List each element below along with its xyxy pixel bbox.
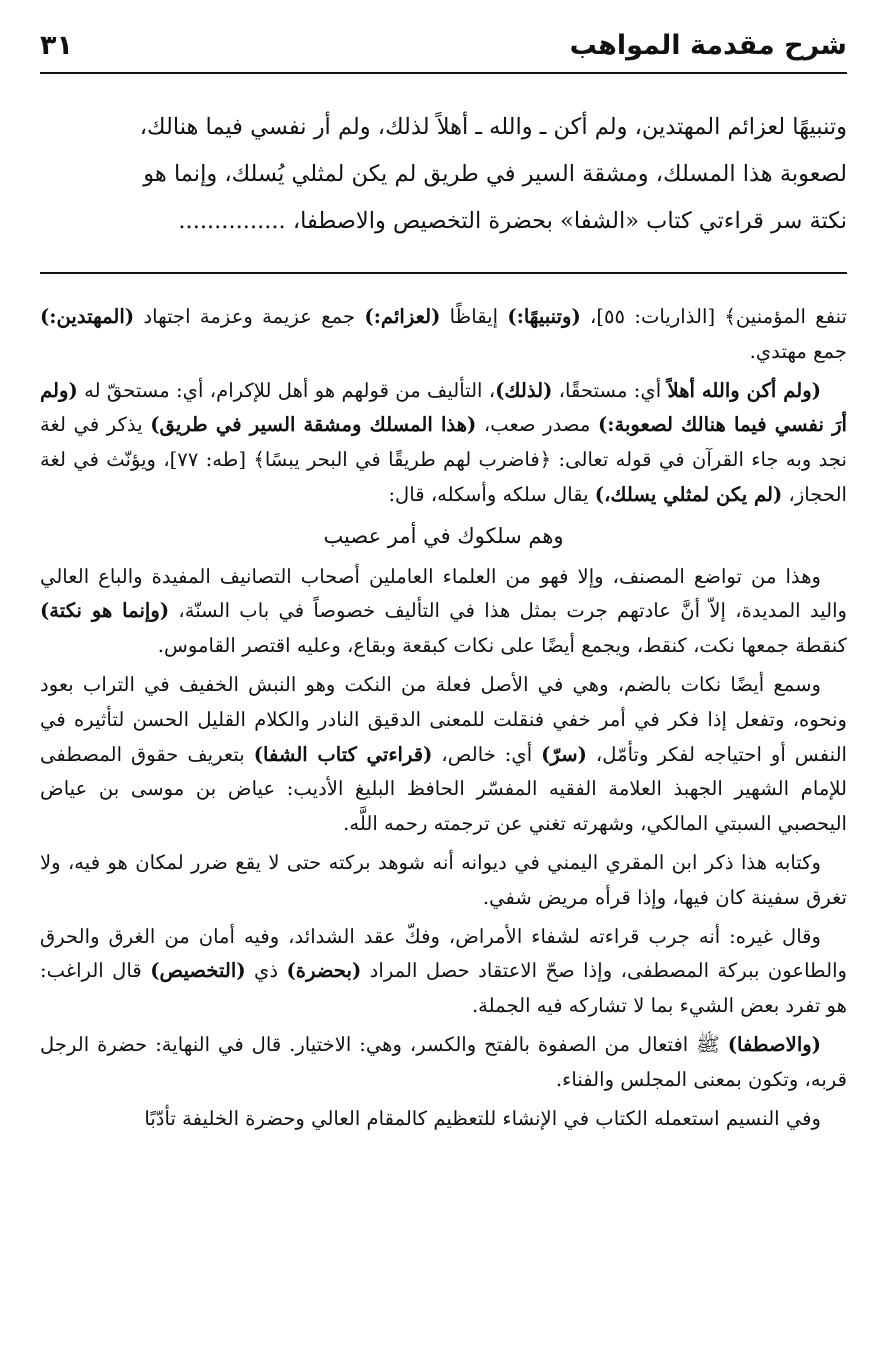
main-text-line: نكتة سر قراءتي كتاب «الشفا» بحضرة التخصيص والاصطفا، ............... — [178, 208, 847, 234]
text-run: بتعريف حقوق المصطفى للإمام الشهير الجهبذ العلامة الفقيه المفسّر الحافظ البليغ الأديب: عياض بن موسى بن عياض اليحصبي السبتي المالكي، وشهرته تغني عن ترجمته رحمه اللَّه. — [40, 742, 847, 836]
text-run: وفي النسيم استعمله الكتاب في الإنشاء للتعظيم كالمقام العالي وحضرة الخليفة تأدّبًا — [144, 1106, 821, 1130]
text-run: جمع مهتدي. — [749, 339, 847, 363]
quoted-term: (وتنبيهًا:) — [507, 305, 581, 328]
text-run: ، التأليف من قولهم هو أهل للإكرام، أي: مستحقّ له — [77, 378, 496, 402]
text-run: مصدر صعب، — [476, 413, 598, 437]
commentary-paragraph — [40, 1102, 847, 1137]
text-run: ﷺ افتعال من الصفوة بالفتح والكسر، وهي: الاختيار. قال في النهاية: حضرة الرجل قربه، وتكون بمعنى المجلس والفناء. — [40, 1032, 847, 1091]
text-run: ذي — [245, 959, 287, 983]
text-run: أي: مستحقًا، — [552, 378, 668, 402]
commentary-paragraph — [40, 374, 847, 513]
quoted-term: (هذا المسلك ومشقة السير في طريق) — [150, 413, 477, 437]
poetry-verse: وهم سلكوك في أمر عصيب — [323, 523, 564, 548]
main-text — [40, 104, 847, 245]
text-run: وكتابه هذا ذكر ابن المقري اليمني في ديوانه أنه شوهد بركته حتى لا يقع ضرر لمكان هو فيه، ولا تغرق سفينة كان فيها، وإذا قرأه مريض شفي. — [40, 850, 847, 909]
running-title: شرح مقدمة المواهب — [569, 30, 847, 61]
commentary — [40, 300, 847, 1140]
text-run: وهذا من تواضع المصنف، وإلا فهو من العلماء العاملين أصحاب التصانيف المفيدة والباع العالي واليد المديدة، إلاّ أنَّ عادتهم جرت بمثل هذا في التأليف خصوصاً في باب السنّة، — [40, 564, 847, 623]
quoted-term: (وإنما هو نكتة) — [40, 599, 170, 623]
quoted-term: (سرّ) — [541, 742, 587, 766]
quoted-term: (لعزائم:) — [364, 305, 441, 328]
commentary-paragraph — [40, 300, 847, 370]
text-run: قال الراغب: هو تفرد بعض الشيء بما لا تشاركه فيه الجملة. — [40, 959, 847, 1018]
quoted-term: (التخصيص) — [150, 959, 246, 983]
quoted-term: (قراءتي كتاب الشفا) — [253, 742, 433, 766]
text-run: كنقطة جمعها نكت، كنقط، ويجمع أيضًا على نكات كبقعة وبقاع، وعليه اقتصر القاموس. — [157, 634, 847, 658]
quoted-term: (بحضرة) — [286, 959, 362, 983]
quoted-term: (والاصطفا) — [727, 1032, 821, 1056]
quoted-term: (المهتدين:) — [40, 305, 135, 328]
commentary-paragraph — [40, 920, 847, 1024]
quoted-term: (ولم أكن والله أهلاً — [667, 378, 821, 402]
text-run: إيقاظًا — [440, 305, 508, 328]
commentary-paragraph — [40, 668, 847, 842]
main-text-line: لصعوبة هذا المسلك، ومشقة السير في طريق لم يكن لمثلي يُسلك، وإنما هو — [143, 161, 847, 187]
commentary-paragraph — [40, 560, 847, 664]
quoted-term: (ولم أرَ نفسي فيما هنالك لصعوبة:) — [40, 378, 848, 437]
footnote-divider — [40, 272, 847, 274]
commentary-paragraph — [40, 846, 847, 916]
quoted-term: (لم يكن لمثلي يسلك،) — [594, 482, 783, 506]
text-run: جمع عزيمة وعزمة اجتهاد — [134, 305, 365, 328]
text-run: أي: خالص، — [432, 742, 542, 766]
commentary-paragraph — [40, 1028, 847, 1098]
page-number: ٣١ — [40, 30, 73, 61]
text-run: يقال سلكه وأسكله، قال: — [388, 482, 595, 506]
page-header — [40, 28, 847, 74]
quoted-term: (لذلك) — [495, 378, 553, 402]
text-run: وقال غيره: أنه جرب قراءته لشفاء الأمراض، وفكّ عقد الشدائد، وفيه أمان من الغرق والحرق والطاعون ببركة المصطفى، وإذا صحّ الاعتقاد حصل المراد — [40, 924, 847, 983]
text-run: تنفع المؤمنين﴾ [الذاريات: ٥٥]، — [580, 305, 847, 328]
text-run: وسمع أيضًا نكات بالضم، وهي في الأصل فعلة من النكت وهو النبش الخفيف في التراب بعود ونحوه، وتفعل إذا فكر في أمر خفي فنقلت للمعنى الدقيق النادر والكلام القليل الحسن لتأثيره في النفس أو احتياجه لفكر وتأمّل، — [40, 672, 847, 766]
main-text-line: وتنبيهًا لعزائم المهتدين، ولم أكن ـ والله ـ أهلاً لذلك، ولم أر نفسي فيما هنالك، — [139, 114, 847, 140]
text-run: يذكر في لغة نجد وبه جاء القرآن في قوله تعالى: ﴿فاضرب لهم طريقًا في البحر يبسًا﴾ [طه: ٧٧]، ويؤنّث في لغة الحجاز، — [40, 413, 847, 506]
